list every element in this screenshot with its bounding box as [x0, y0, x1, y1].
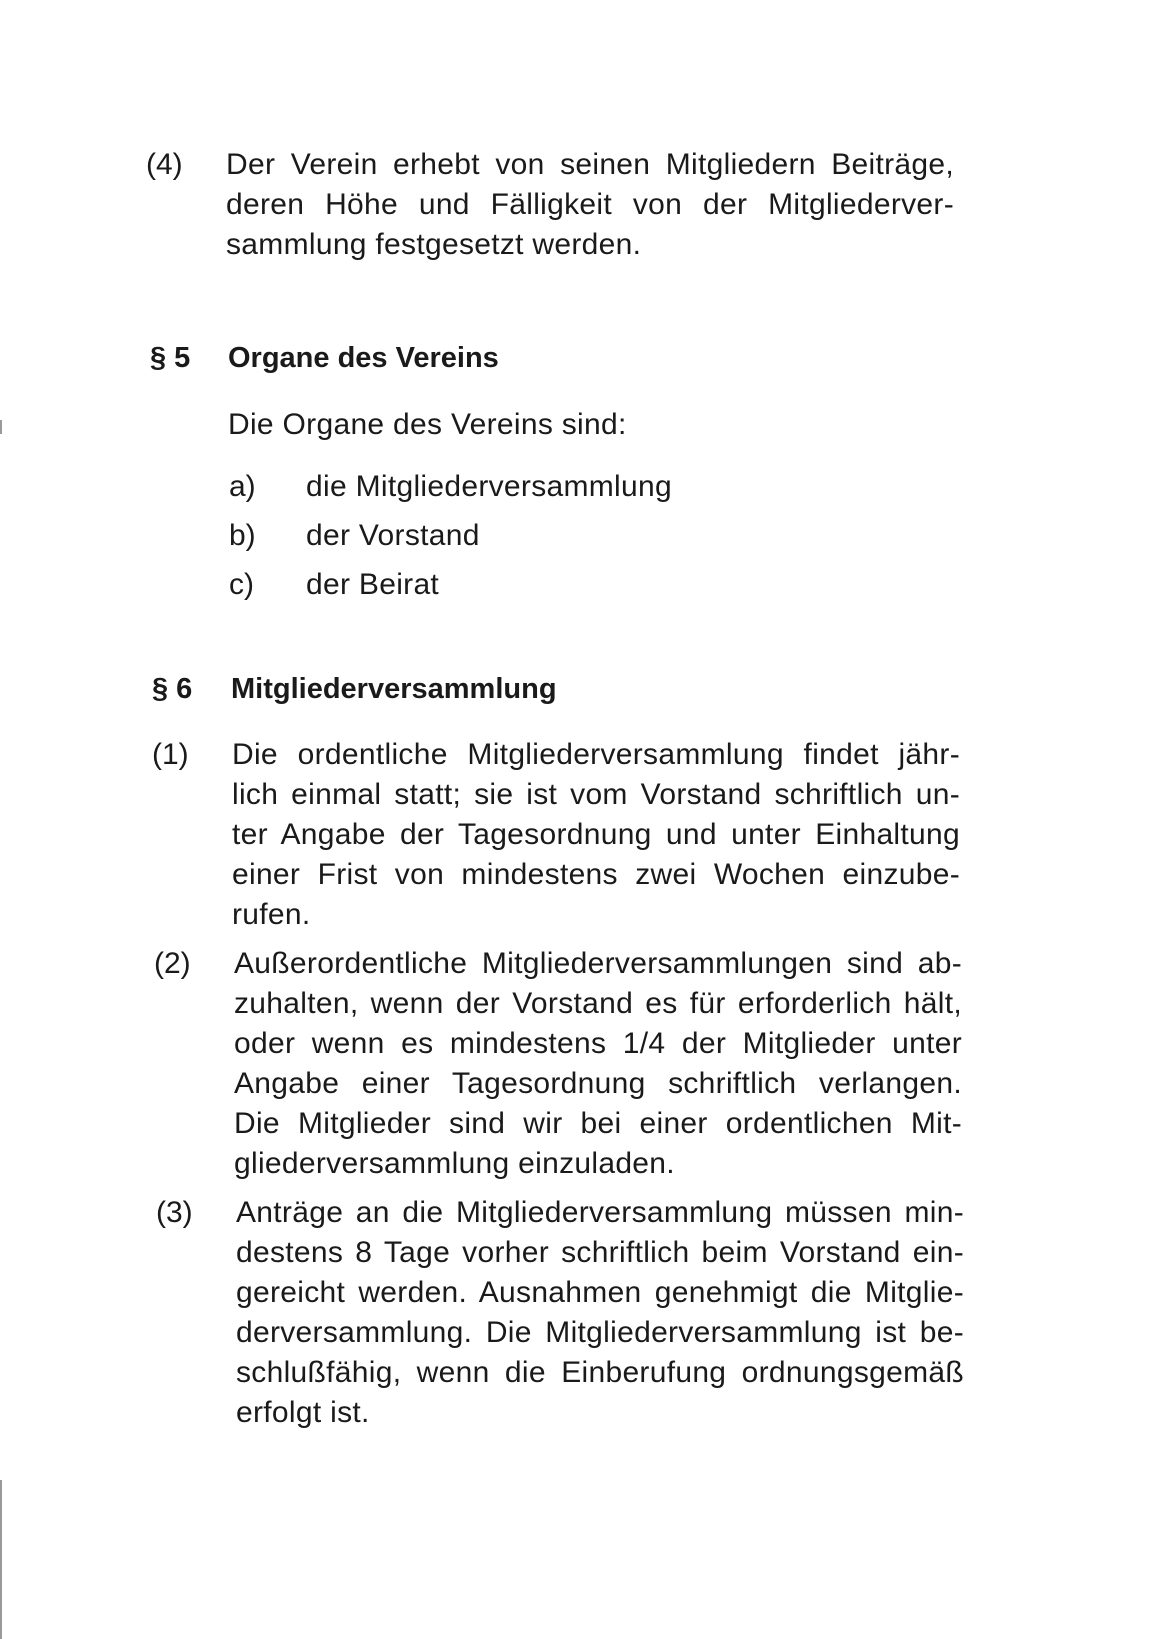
text-line: Angabe einer Tagesordnung schriftlich verlangen.: [234, 1067, 962, 1100]
text-line: Die Mitglieder sind wir bei einer ordentlichen Mit-: [234, 1107, 962, 1140]
text-line: gliederversammlung einzuladen.: [234, 1147, 675, 1180]
paragraph-4-text: [226, 145, 954, 265]
paragraph-number: (2): [154, 947, 191, 980]
section-5-number: § 5: [150, 342, 191, 374]
section-6-number: § 6: [152, 673, 193, 705]
section-5-intro: Die Organe des Vereins sind:: [228, 408, 627, 441]
text-line: ter Angabe der Tagesordnung und unter Einhaltung: [232, 818, 960, 851]
text-line: zuhalten, wenn der Vorstand es für erforderlich hält,: [234, 987, 962, 1020]
text-line: derversammlung. Die Mitgliederversammlung ist be-: [236, 1316, 964, 1349]
text-line: einer Frist von mindestens zwei Wochen einzube-: [232, 858, 960, 891]
scan-edge-mark: [0, 1480, 2, 1639]
text-line: Anträge an die Mitgliederversammlung müssen min-: [236, 1196, 964, 1229]
text-line: gereicht werden. Ausnahmen genehmigt die Mitglie-: [236, 1276, 964, 1309]
text-line: Der Verein erhebt von seinen Mitgliedern Beiträge,: [226, 148, 954, 181]
paragraph-3-text: [236, 1193, 964, 1433]
list-item: die Mitgliederversammlung: [306, 470, 672, 503]
text-line: destens 8 Tage vorher schriftlich beim Vorstand ein-: [236, 1236, 964, 1269]
text-line: schlußfähig, wenn die Einberufung ordnungsgemäß: [236, 1356, 964, 1389]
list-marker: b): [229, 519, 256, 552]
text-line: deren Höhe und Fälligkeit von der Mitgliederver-: [226, 188, 954, 221]
paragraph-1-text: [232, 735, 960, 935]
list-marker: c): [229, 568, 254, 601]
paragraph-number: (4): [146, 148, 183, 181]
paragraph-2-text: [234, 944, 962, 1184]
paragraph-number: (1): [152, 738, 189, 771]
section-6-title: Mitgliederversammlung: [231, 673, 557, 705]
list-item: der Beirat: [306, 568, 440, 601]
text-line: lich einmal statt; sie ist vom Vorstand schriftlich un-: [232, 778, 960, 811]
text-line: Die ordentliche Mitgliederversammlung findet jähr-: [232, 738, 960, 771]
section-5-title: Organe des Vereins: [228, 342, 499, 374]
scan-edge-mark: [0, 420, 2, 434]
text-line: rufen.: [232, 898, 311, 931]
text-line: Außerordentliche Mitgliederversammlungen sind ab-: [234, 947, 962, 980]
paragraph-number: (3): [156, 1196, 193, 1229]
text-line: oder wenn es mindestens 1/4 der Mitglieder unter: [234, 1027, 962, 1060]
list-marker: a): [229, 470, 256, 503]
text-line: sammlung festgesetzt werden.: [226, 228, 642, 261]
text-line: erfolgt ist.: [236, 1396, 370, 1429]
list-item: der Vorstand: [306, 519, 480, 552]
